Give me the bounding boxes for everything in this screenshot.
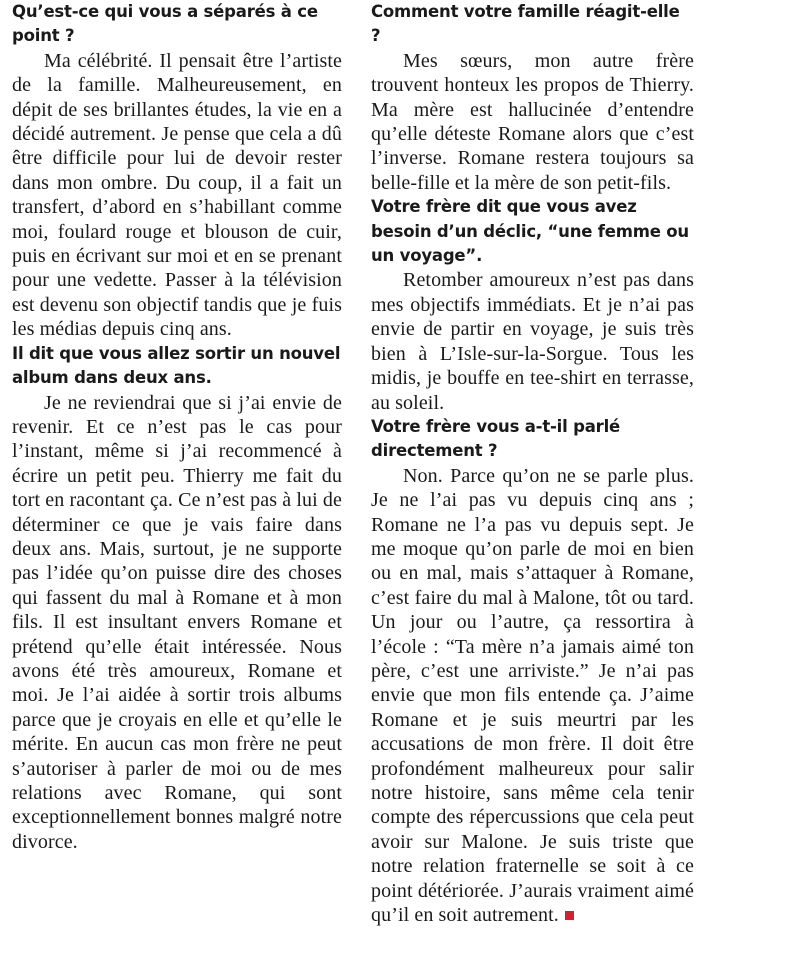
answer-paragraph: Retomber amoureux n’est pas dans mes objectifs immédiats. Et je n’ai pas envie de partir en voyage, je suis très bien à L’Isle-sur-la-Sorgue. Tous les midis, je bouffe en tee-shirt en terrasse, au soleil. (371, 269, 694, 414)
question-heading: Votre frère vous a-t-il parlé directement ? (371, 416, 621, 461)
question-heading: Votre frère dit que vous avez besoin d’un déclic, “une femme ou un voyage”. (371, 197, 689, 266)
end-of-article-square-icon (565, 911, 574, 920)
question-heading: Il dit que vous allez sortir un nouvel album dans deux ans. (12, 343, 341, 388)
final-answer-paragraph (371, 464, 694, 928)
answer-paragraph: Mes sœurs, mon autre frère trouvent honteux les propos de Thierry. Ma mère est hallucinée d’entendre qu’elle déteste Romane alors que c’est l’inverse. Romane restera toujours sa belle-fille et la mère de son petit-fils. (371, 49, 694, 194)
question-heading: Qu’est-ce qui vous a séparés à ce point ? (12, 2, 318, 46)
question-heading: Comment votre famille réagit-elle ? (371, 2, 680, 46)
answer-text: Non. Parce qu’on ne se parle plus. Je ne l’ai pas vu depuis cinq ans ; Romane ne l’a pas vu depuis sept. Je me moque qu’on parle de moi en bien ou en mal, mais s’attaquer à Romane, c’est faire du mal à Malone, tôt ou tard. Un jour ou l’autre, ça ressortira à l’école : “Ta mère n’a jamais aimé ton père, c’est une arriviste.” Je n’ai pas envie que mon fils entende ça. J’aime Romane et je suis meurtri par les accusations de mon frère. Il doit être profondément malheureux pour salir notre histoire, sans même cela tenir compte des répercussions que cela peut avoir sur Malone. Je suis triste que notre relation fraternelle se soit à ce point détériorée. J’aurais vraiment aimé qu’il en soit autrement. (371, 464, 694, 927)
answer-paragraph: Je ne reviendrai que si j’ai envie de revenir. Et ce n’est pas le cas pour l’instant, même si j’ai recommencé à écrire un petit peu. Thierry me fait du tort en racontant ça. Ce n’est pas à lui de déterminer ce que je vais faire dans deux ans. Mais, surtout, je ne supporte pas l’idée qu’on puisse dire des choses qui fassent du mal à Romane et à mon fils. Il est insultant envers Romane et prétend qu’elle était intéressée. Nous avons été très amoureux, Romane et moi. Je l’ai aidée à sortir trois albums parce que je croyais en elle et qu’elle le mérite. En aucun cas mon frère ne peut s’autoriser à parler de moi ou de mes relations avec Romane, qui sont exceptionnellement bonnes malgré notre divorce. (12, 391, 342, 853)
answer-paragraph: Ma célébrité. Il pensait être l’artiste de la famille. Malheureusement, en dépit de ses brillantes études, la vie en a décidé autrement. Je pense que cela a dû être difficile pour lui de devoir rester dans mon ombre. Du coup, il a fait un transfert, d’abord en s’habillant comme moi, foulard rouge et blouson de cuir, puis en écrivant sur moi et en se prenant pour une vedette. Passer à la télévision est devenu son objectif tandis que je fuis les médias depuis cinq ans. (12, 49, 342, 341)
right-column (371, 0, 694, 927)
left-column (12, 0, 342, 854)
